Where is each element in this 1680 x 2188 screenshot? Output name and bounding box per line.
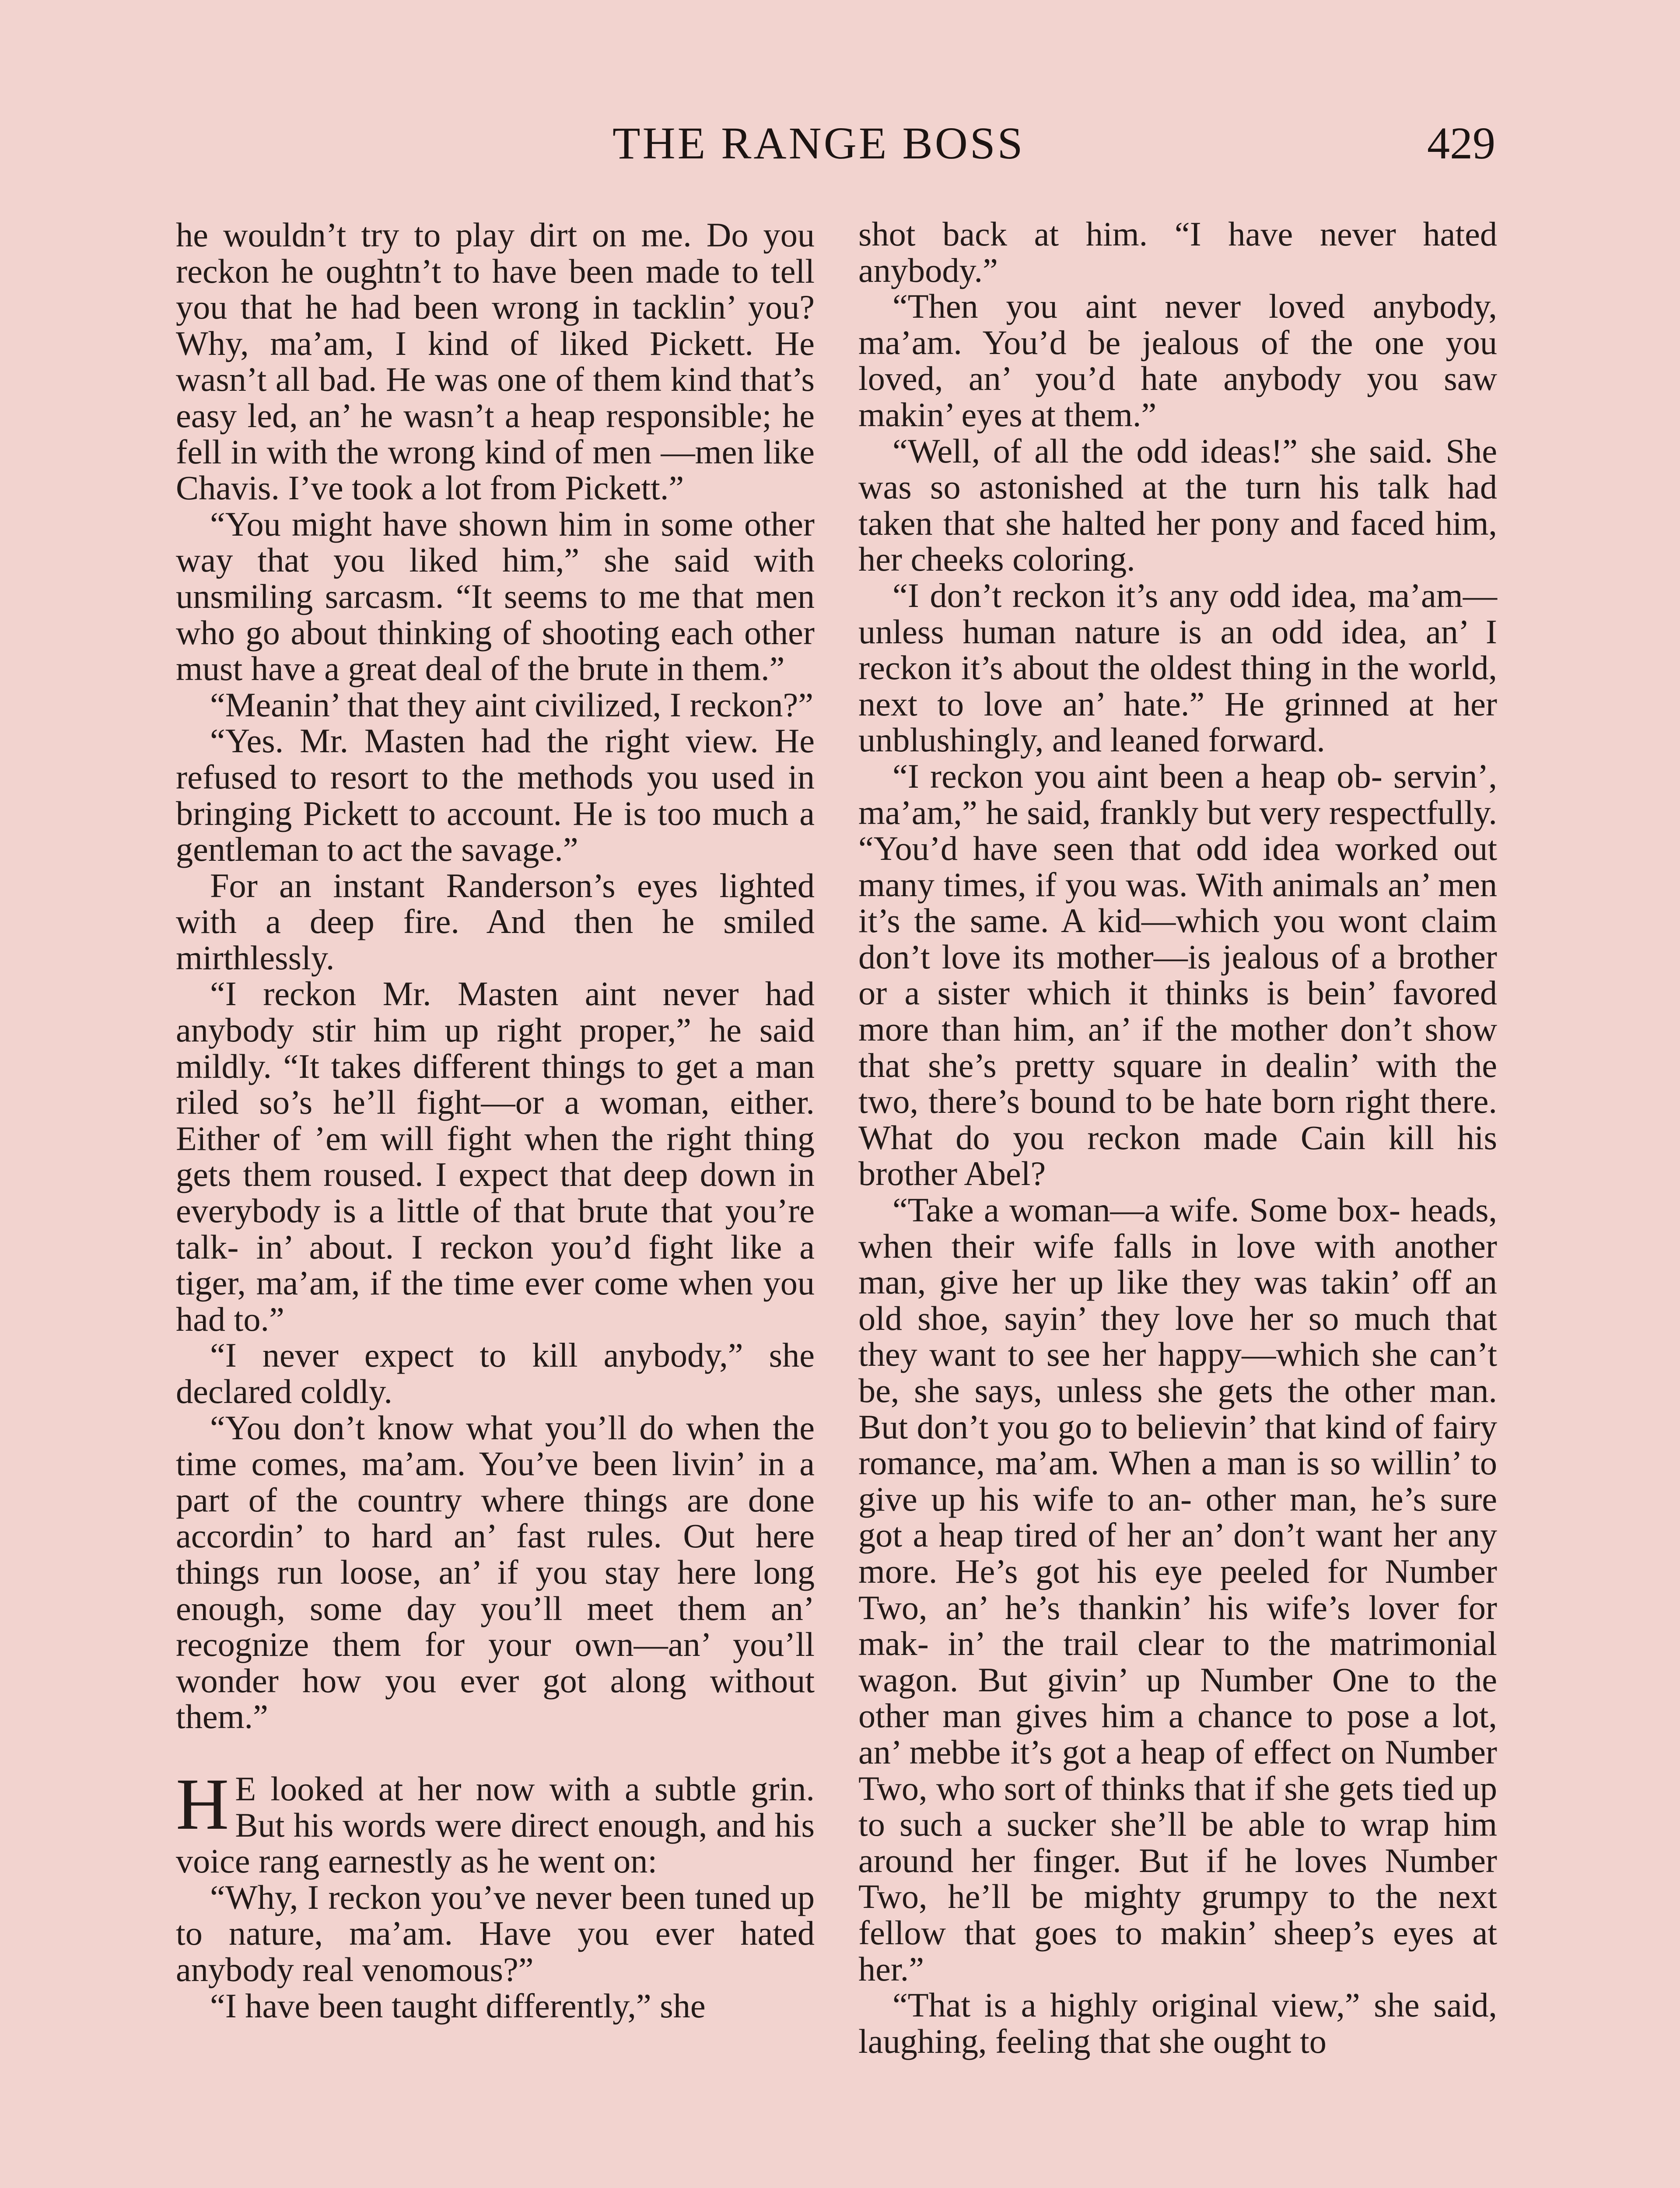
paragraph: “That is a highly original view,” she said, laughing, feeling that she ought to bbox=[858, 1986, 1497, 2060]
paragraph: “Then you aint never loved anybody, ma’am. You’d be jealous of the one you loved, an’ you’d hate anybody you saw makin’ eyes at them.” bbox=[858, 287, 1497, 434]
page-number: 429 bbox=[1427, 118, 1495, 168]
drop-cap: H bbox=[176, 1763, 229, 1845]
paragraph: “I never expect to kill anybody,” she declared coldly. bbox=[176, 1336, 815, 1410]
paragraph: “Why, I reckon you’ve never been tuned up to nature, ma’am. Have you ever hated anybody real venomous?” bbox=[176, 1878, 815, 1988]
right-column bbox=[858, 216, 1497, 2059]
paragraph: “I reckon Mr. Masten aint never had anybody stir him up right proper,” he said mildly. “It takes different things to get a man riled so’s he’ll fight—or a woman, either. Either of ’em will fight when the right thing gets them roused. I expect that deep down in everybody is a little of that brute that you’re talk- in’ about. I reckon you’d fight like a tiger, ma’am, if the time ever come when you had to.” bbox=[176, 975, 815, 1338]
paragraph: “You might have shown him in some other way that you liked him,” she said with unsmiling sarcasm. “It seems to me that men who go about thinking of shooting each other must have a great deal of the brute in them.” bbox=[176, 505, 815, 688]
page-header bbox=[0, 0, 1680, 201]
paragraph: “You don’t know what you’ll do when the time comes, ma’am. You’ve been livin’ in a part of the country where things are done accordin’ to hard an’ fast rules. Out here things run loose, an’ if you stay here long enough, some day you’ll meet them an’ recognize them for your own—an’ you’ll wonder how you ever got along without them.” bbox=[176, 1408, 815, 1736]
paragraph: “Take a woman—a wife. Some box- heads, when their wife falls in love with another man, give her up like they was takin’ off an old shoe, sayin’ they love her so much that they want to see her happy—which she can’t be, she says, unless she gets the other man. But don’t you go to believin’ that kind of fairy romance, ma’am. When a man is so willin’ to give up his wife to an- other man, he’s sure got a heap tired of her an’ don’t want her any more. He’s got his eye peeled for Number Two, an’ he’s thankin’ his wife’s lover for mak- in’ the trail clear to the matrimonial wagon. But givin’ up Number One to the other man gives him a chance to pose a lot, an’ mebbe it’s got a heap of effect on Number Two, who sort of thinks that if she gets tied up to such a sucker she’ll be able to wrap him around her finger. But if he loves Number Two, he’ll be mighty grumpy to the next fellow that goes to makin’ sheep’s eyes at her.” bbox=[858, 1191, 1497, 1988]
paragraph: “I don’t reckon it’s any odd idea, ma’am—unless human nature is an odd idea, an’ I reckon it’s about the oldest thing in the world, next to love an’ hate.” He grinned at her unblushingly, and leaned forward. bbox=[858, 576, 1497, 759]
paragraph: shot back at him. “I have never hated anybody.” bbox=[858, 215, 1497, 289]
left-column bbox=[176, 217, 815, 2024]
section-opening-paragraph bbox=[176, 1763, 815, 1880]
running-title: THE RANGE BOSS bbox=[612, 118, 1025, 168]
section-break bbox=[176, 1735, 815, 1771]
paragraph: “Yes. Mr. Masten had the right view. He refused to resort to the methods you used in bringing Pickett to account. He is too much a gentleman to act the savage.” bbox=[176, 722, 815, 869]
paragraph: “Meanin’ that they aint civilized, I reckon?” bbox=[210, 685, 813, 724]
paragraph: “I have been taught differently,” she bbox=[210, 1986, 706, 2025]
paragraph: “I reckon you aint been a heap ob- servin’, ma’am,” he said, frankly but very respectfully. “You’d have seen that odd idea worked out many times, if you was. With animals an’ men it’s the same. A kid—which you wont claim don’t love its mother—is jealous of a brother or a sister which it thinks is bein’ favored more than him, an’ if the mother don’t show that she’s pretty square in dealin’ with the two, there’s bound to be hate born right there. What do you reckon made Cain kill his brother Abel? bbox=[858, 757, 1497, 1193]
paragraph: For an instant Randerson’s eyes lighted with a deep fire. And then he smiled mirthlessly. bbox=[176, 866, 815, 977]
paragraph-text: E looked at her now with a subtle grin. But his words were direct enough, and his voice rang earnestly as he went on: bbox=[176, 1769, 815, 1880]
paragraph: “Well, of all the odd ideas!” she said. She was so astonished at the turn his talk had taken that she halted her pony and faced him, her cheeks coloring. bbox=[858, 431, 1497, 579]
paragraph: he wouldn’t try to play dirt on me. Do you reckon he oughtn’t to have been made to tell you that he had been wrong in tacklin’ you? Why, ma’am, I kind of liked Pickett. He wasn’t all bad. He was one of them kind that’s easy led, an’ he wasn’t a heap responsible; he fell in with the wrong kind of men —men like Chavis. I’ve took a lot from Pickett.” bbox=[176, 216, 815, 507]
